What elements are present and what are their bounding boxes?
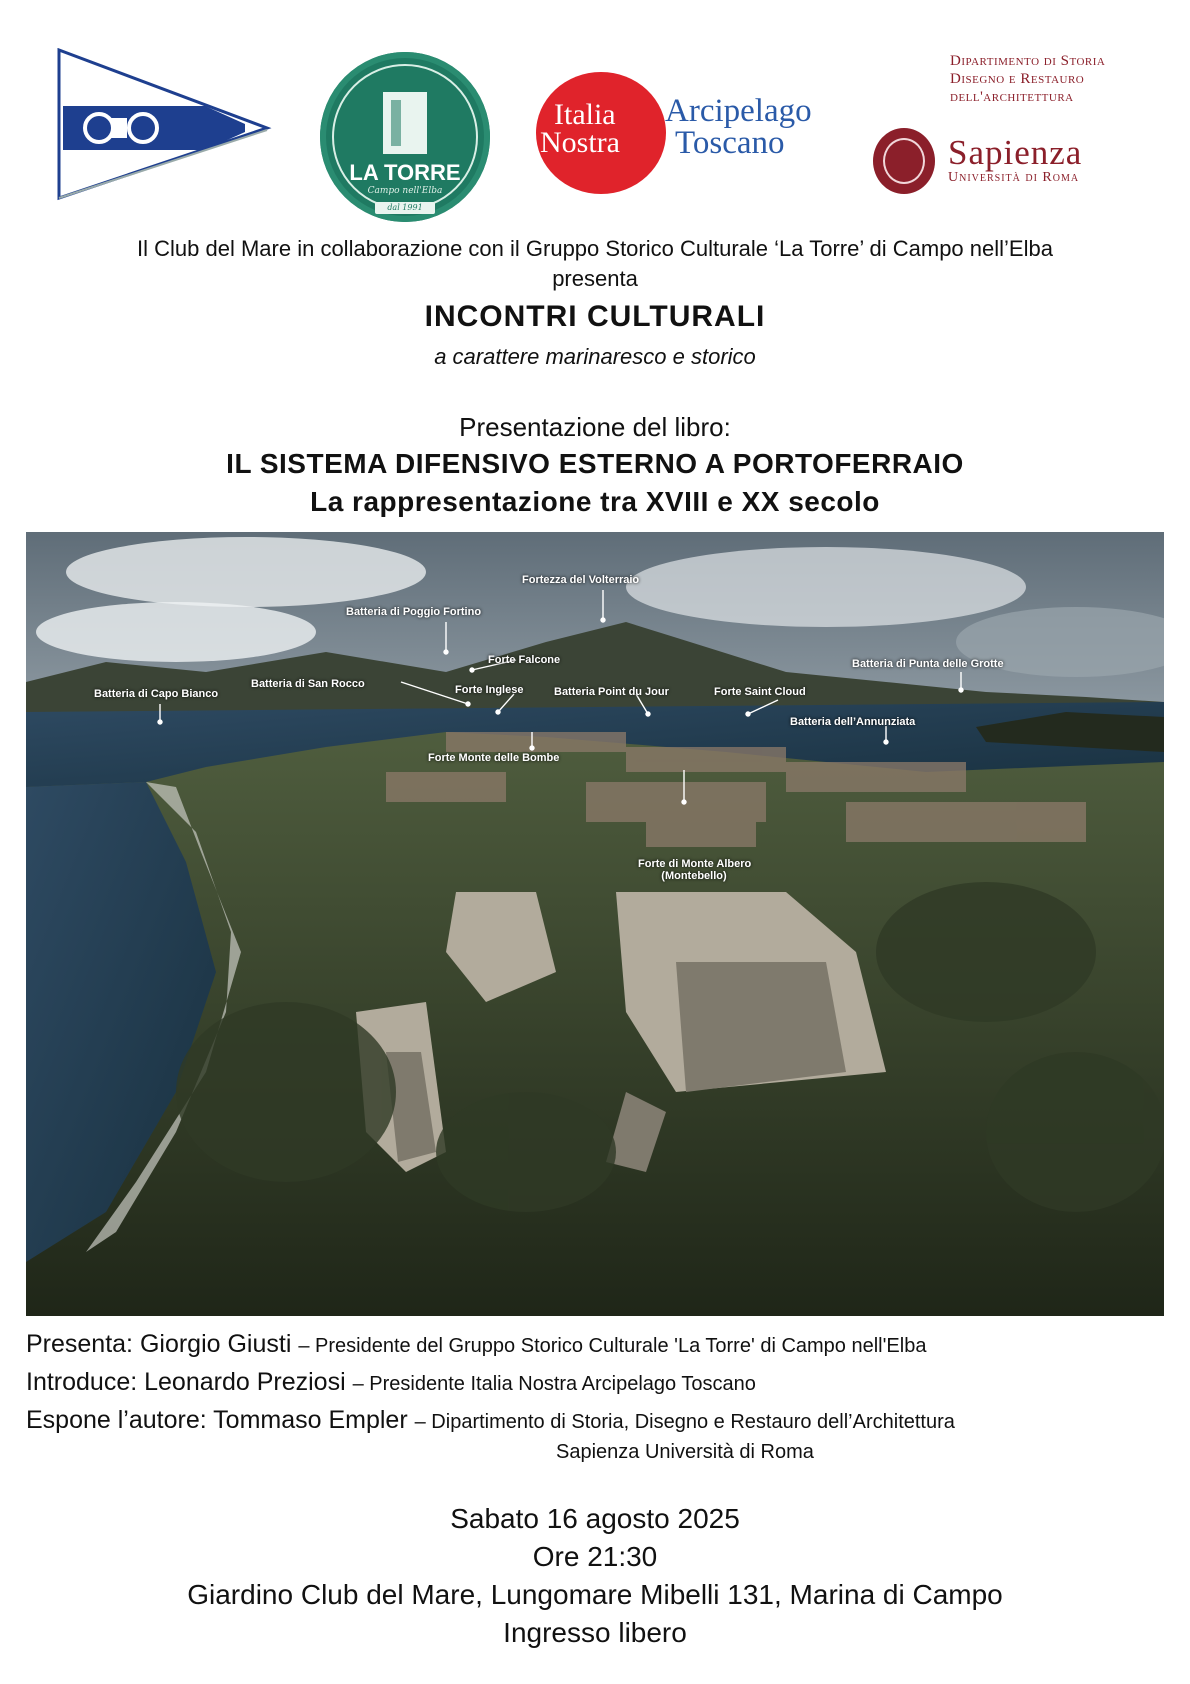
photo-label: Forte Falcone bbox=[488, 654, 561, 666]
italia-nostra-line2: Nostra bbox=[540, 126, 620, 159]
dept-line-1: Dipartimento di Storia bbox=[950, 53, 1106, 69]
department-name bbox=[950, 52, 1105, 106]
photo-label: Forte Monte delle Bombe bbox=[428, 752, 560, 764]
arcipelago-label: Arcipelago bbox=[665, 93, 812, 129]
credit-introducer bbox=[26, 1368, 756, 1397]
club-del-mare-pennant-logo bbox=[55, 48, 275, 208]
book-subtitle: La rappresentazione tra XVIII e XX secolo bbox=[310, 486, 880, 517]
credit-introducer-name: Introduce: Leonardo Preziosi bbox=[26, 1368, 346, 1396]
event-time: Ore 21:30 bbox=[532, 1541, 658, 1572]
aerial-photo-portoferraio bbox=[26, 532, 1164, 1316]
photo-label: Batteria Point du Jour bbox=[554, 686, 669, 698]
credit-author-name: Espone l’autore: Tommaso Empler bbox=[26, 1406, 408, 1434]
photo-label: Forte Saint Cloud bbox=[714, 686, 806, 698]
event-venue: Giardino Club del Mare, Lungomare Mibelli 131, Marina di Campo bbox=[187, 1579, 1003, 1610]
photo-label: Batteria di Punta delle Grotte bbox=[852, 658, 1004, 670]
photo-label: Batteria dell’Annunziata bbox=[790, 716, 916, 728]
credit-author-role: – Dipartimento di Storia, Disegno e Restauro dell’Architettura bbox=[414, 1411, 955, 1433]
intro-text bbox=[0, 234, 1190, 294]
intro-line-2: presenta bbox=[552, 266, 638, 291]
tower-icon bbox=[383, 92, 427, 154]
photo-label-line: (Montebello) bbox=[661, 870, 727, 882]
la-torre-logo bbox=[320, 52, 490, 222]
arcipelago-toscano-text bbox=[665, 95, 812, 159]
event-tagline: a carattere marinaresco e storico bbox=[434, 344, 756, 369]
sapienza-university: Università di Roma bbox=[948, 170, 1080, 185]
credit-presenter-name: Presenta: Giorgio Giusti bbox=[26, 1330, 292, 1358]
event-entry: Ingresso libero bbox=[503, 1617, 687, 1648]
event-heading: INCONTRI CULTURALI bbox=[424, 300, 766, 333]
book-intro: Presentazione del libro: bbox=[459, 412, 731, 442]
photo-label: Batteria di Poggio Fortino bbox=[346, 606, 482, 618]
credit-presenter bbox=[26, 1330, 926, 1359]
la-torre-place: Campo nell'Elba bbox=[367, 186, 443, 196]
credit-author bbox=[26, 1406, 955, 1435]
sapienza-logo bbox=[948, 135, 1082, 186]
photo-label: Forte Inglese bbox=[455, 684, 524, 696]
italia-nostra-line1: Italia bbox=[554, 98, 616, 131]
photo-label-line: Forte di Monte Albero bbox=[638, 858, 752, 870]
dept-line-2: Disegno e Restauro bbox=[950, 71, 1085, 87]
italia-nostra-logo bbox=[536, 72, 666, 194]
intro-line-1: Il Club del Mare in collaborazione con il Gruppo Storico Culturale ‘La Torre’ di Campo nell’Elba bbox=[137, 236, 1053, 261]
event-details bbox=[0, 1500, 1190, 1652]
la-torre-name: LA TORRE bbox=[349, 160, 461, 185]
book-title: IL SISTEMA DIFENSIVO ESTERNO A PORTOFERRAIO bbox=[226, 448, 964, 479]
credit-author-role-line2: Sapienza Università di Roma bbox=[556, 1441, 814, 1463]
event-date: Sabato 16 agosto 2025 bbox=[450, 1503, 740, 1534]
photo-label: Batteria di Capo Bianco bbox=[94, 688, 219, 700]
photo-label bbox=[638, 858, 750, 882]
dept-line-3: dell'architettura bbox=[950, 89, 1074, 105]
sapienza-name: Sapienza bbox=[948, 133, 1083, 172]
photo-label: Fortezza del Volterraio bbox=[522, 574, 640, 586]
la-torre-since: dal 1991 bbox=[375, 202, 435, 214]
sapienza-seal-icon bbox=[873, 128, 935, 194]
credit-presenter-role: – Presidente del Gruppo Storico Culturale 'La Torre' di Campo nell'Elba bbox=[298, 1335, 927, 1357]
credit-introducer-role: – Presidente Italia Nostra Arcipelago Toscano bbox=[352, 1373, 756, 1395]
photo-label: Batteria di San Rocco bbox=[251, 678, 365, 690]
toscano-label: Toscano bbox=[675, 125, 785, 161]
